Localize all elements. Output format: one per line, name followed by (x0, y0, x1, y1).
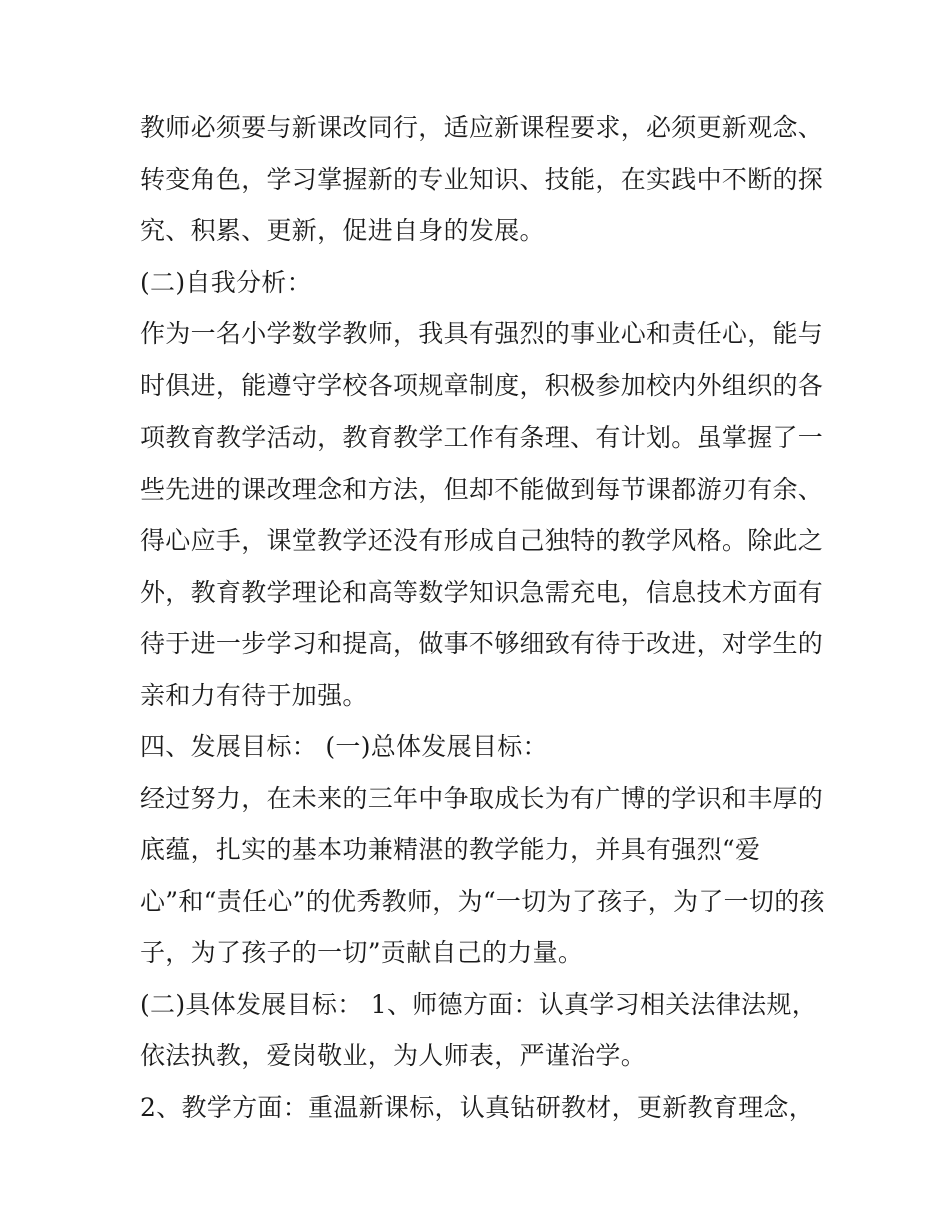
paragraph-line: 经过努力，在未来的三年中争取成长为有广博的学识和丰厚的 (140, 784, 824, 813)
paragraph-line: 亲和力有待于加强。 (140, 681, 368, 710)
paragraph-line: 外，教育教学理论和高等数学知识急需充电，信息技术方面有 (140, 578, 824, 607)
section-heading: (二)具体发展目标： 1、师德方面：认真学习相关法律法规， (140, 990, 818, 1019)
paragraph-line: 待于进一步学习和提高，做事不够细致有待于改进，对学生的 (140, 629, 824, 658)
section-heading: 四、发展目标： (一)总体发展目标： (140, 732, 548, 761)
paragraph-line: 时俱进，能遵守学校各项规章制度，积极参加校内外组织的各 (140, 371, 824, 400)
paragraph-line: 2、教学方面：重温新课标，认真钻研教材，更新教育理念， (140, 1093, 815, 1122)
paragraph-line: 得心应手，课堂教学还没有形成自己独特的教学风格。除此之 (140, 526, 824, 555)
paragraph-line: 底蕴，扎实的基本功兼精湛的教学能力，并具有强烈“爱 (140, 835, 761, 864)
section-heading: (二)自我分析： (140, 268, 312, 297)
paragraph-line: 教师必须要与新课改同行，适应新课程要求，必须更新观念、 (140, 113, 824, 142)
paragraph-line: 转变角色，学习掌握新的专业知识、技能，在实践中不断的探 (140, 165, 824, 194)
paragraph-line: 心”和“责任心”的优秀教师，为“一切为了孩子，为了一切的孩 (140, 887, 825, 916)
paragraph-line: 子，为了孩子的一切”贡献自己的力量。 (140, 938, 584, 967)
paragraph-line: 依法执教，爱岗敬业，为人师表，严谨治学。 (140, 1041, 647, 1070)
paragraph-line: 作为一名小学数学教师，我具有强烈的事业心和责任心，能与 (140, 319, 824, 348)
paragraph-line: 究、积累、更新，促进自身的发展。 (140, 216, 545, 245)
paragraph-line: 项教育教学活动，教育教学工作有条理、有计划。虽掌握了一 (140, 423, 824, 452)
paragraph-line: 些先进的课改理念和方法，但却不能做到每节课都游刃有余、 (140, 475, 824, 504)
